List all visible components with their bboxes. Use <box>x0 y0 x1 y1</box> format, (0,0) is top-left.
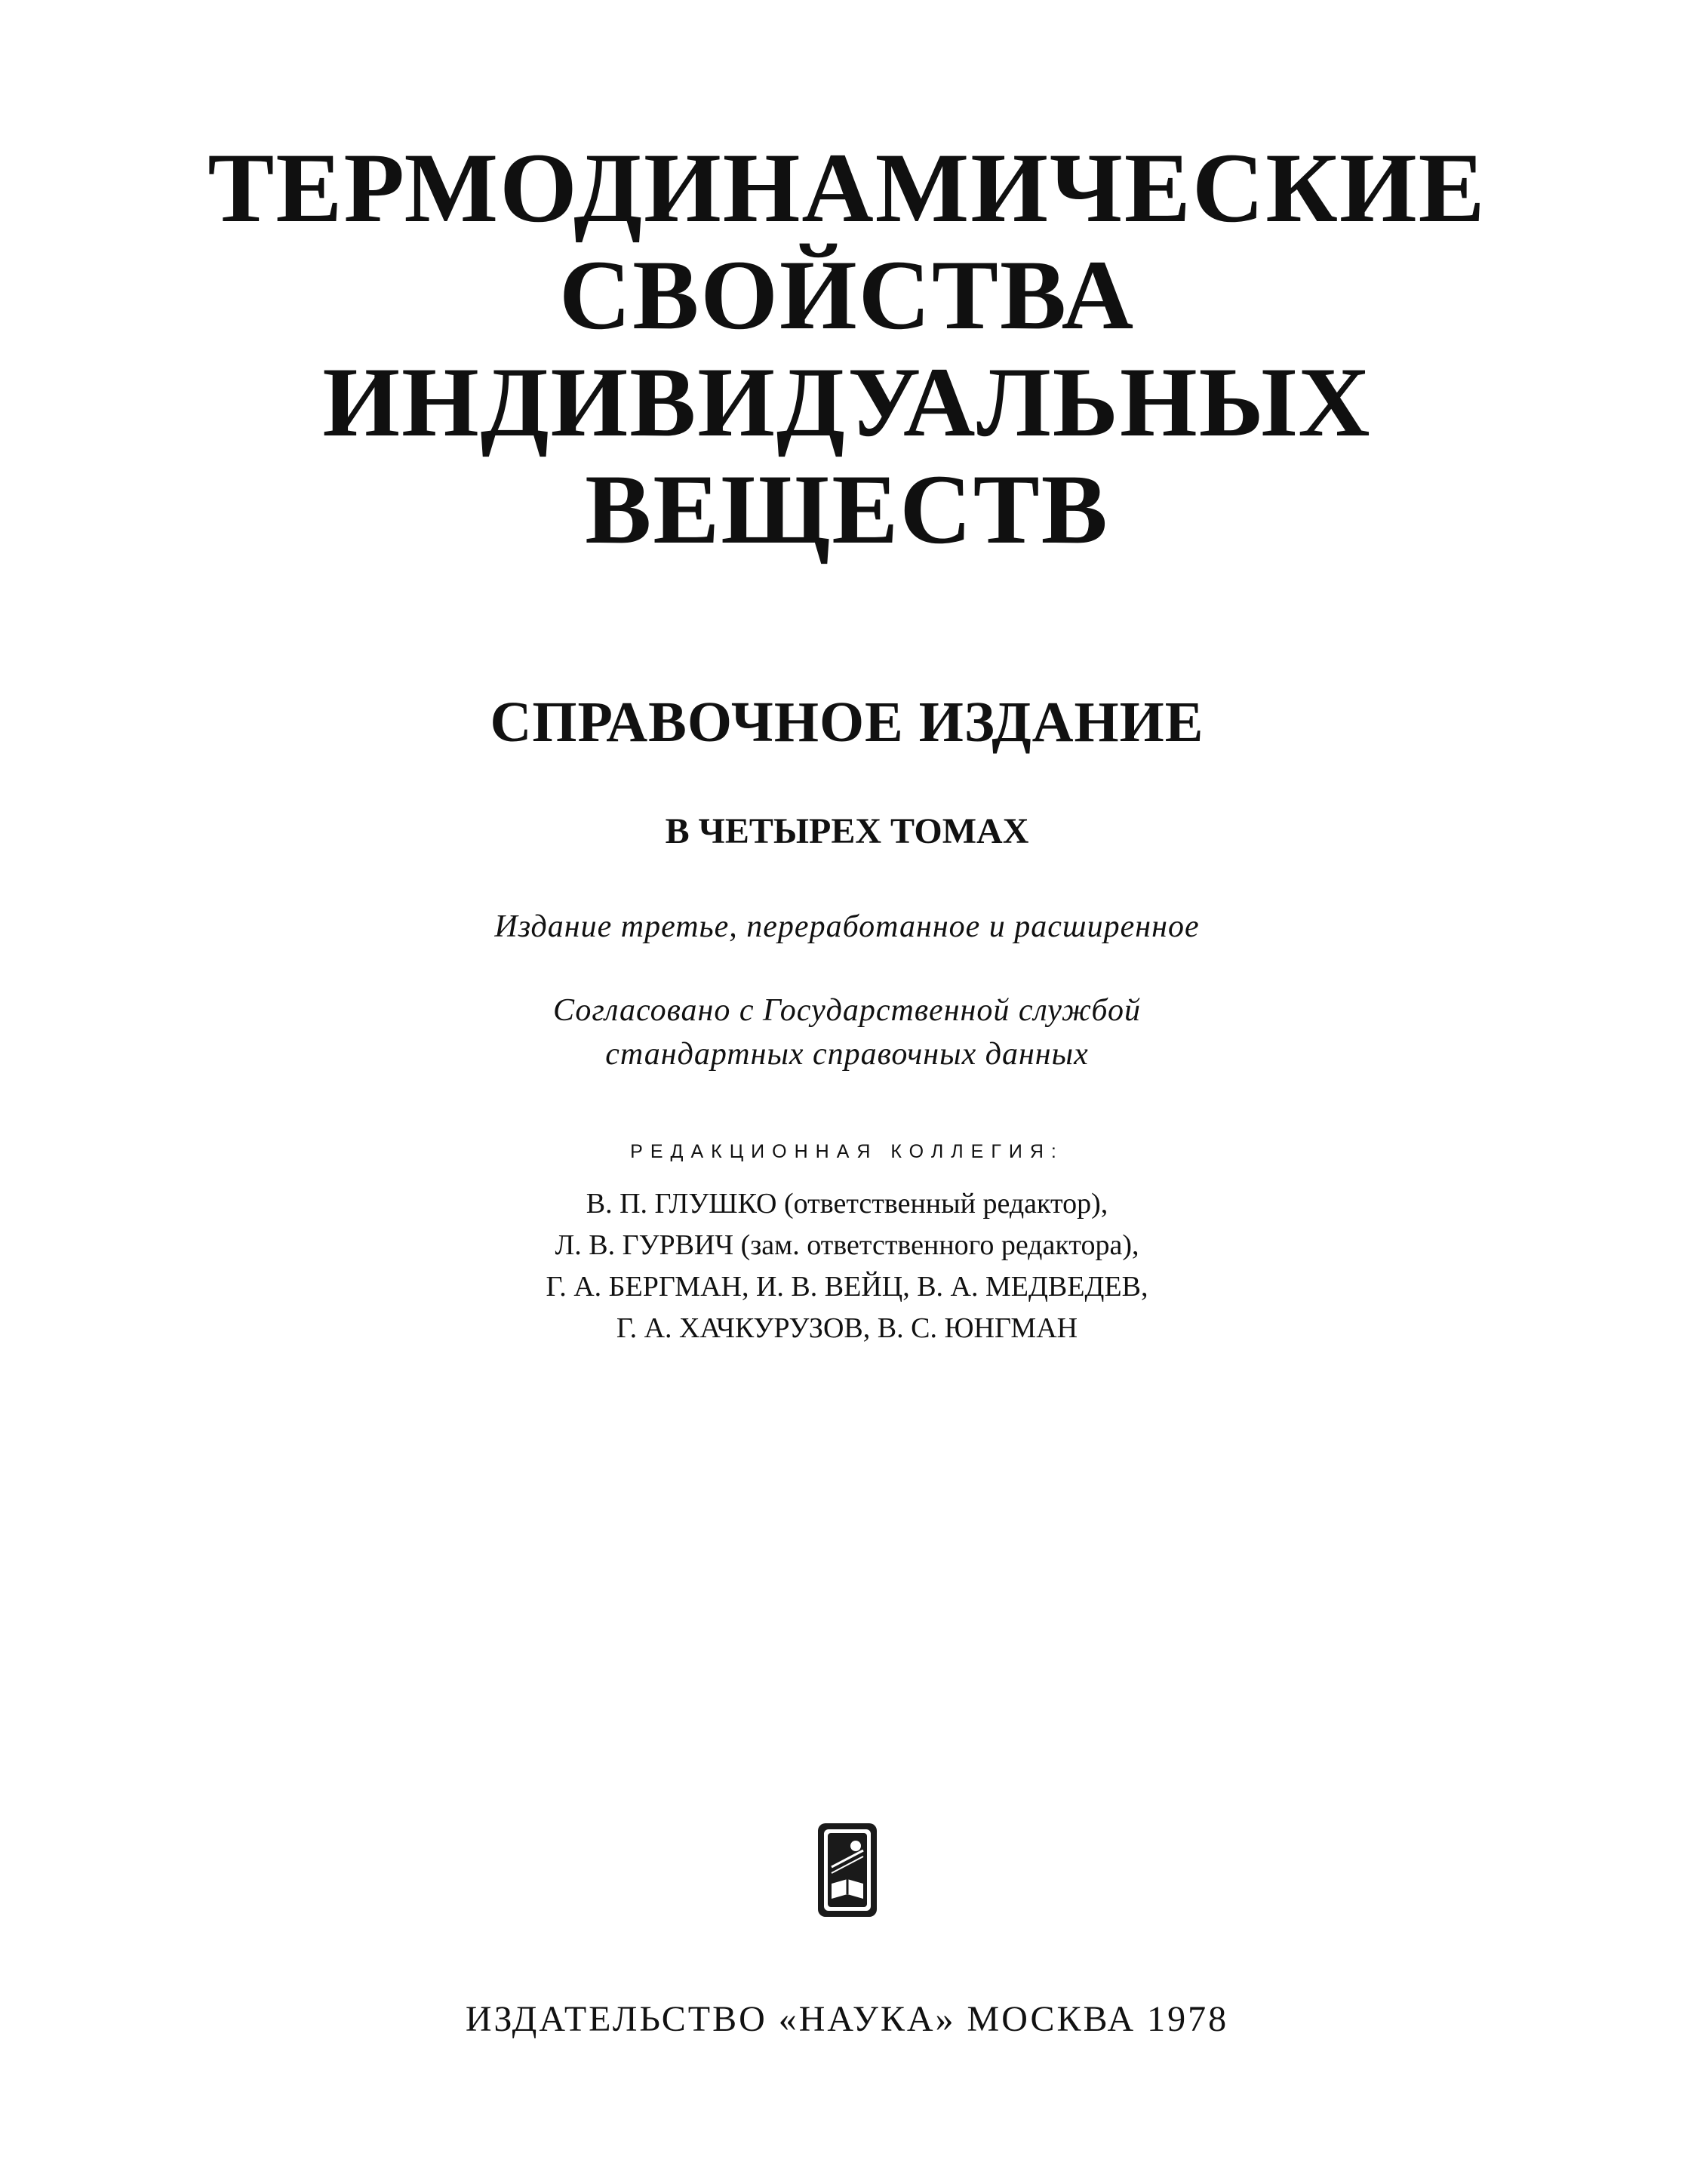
agreement-note <box>0 989 1694 1076</box>
agreement-line: стандартных справочных данных <box>605 1037 1089 1072</box>
book-title-line: ИНДИВИДУАЛЬНЫХ <box>322 346 1372 457</box>
board-member-line: Л. В. ГУРВИЧ (зам. ответственного редактора), <box>555 1229 1139 1261</box>
editorial-board-heading: РЕДАКЦИОННАЯ КОЛЛЕГИЯ: <box>630 1141 1064 1162</box>
board-member-line: Г. А. БЕРГМАН, И. В. ВЕЙЦ, В. А. МЕДВЕДЕВ, <box>546 1271 1148 1303</box>
book-subtitle: СПРАВОЧНОЕ ИЗДАНИЕ <box>490 691 1204 754</box>
agreement-line: Согласовано с Государственной службой <box>553 993 1141 1028</box>
book-title-line: ВЕЩЕСТВ <box>585 454 1109 564</box>
book-title-line: СВОЙСТВА <box>558 239 1136 350</box>
volumes-note: В ЧЕТЫРЕХ ТОМАХ <box>665 811 1029 851</box>
book-title <box>0 134 1694 563</box>
board-member-line: Г. А. ХАЧКУРУЗОВ, В. С. ЮНГМАН <box>616 1312 1078 1344</box>
book-title-line: ТЕРМОДИНАМИЧЕСКИЕ <box>208 132 1486 243</box>
edition-note: Издание третье, переработанное и расширенное <box>494 909 1200 944</box>
publisher-emblem-icon <box>813 1820 881 1920</box>
board-member-line: В. П. ГЛУШКО (ответственный редактор), <box>586 1188 1108 1220</box>
editorial-board-members <box>0 1183 1694 1349</box>
publisher-imprint: ИЗДАТЕЛЬСТВО «НАУКА» МОСКВА 1978 <box>465 1999 1229 2039</box>
